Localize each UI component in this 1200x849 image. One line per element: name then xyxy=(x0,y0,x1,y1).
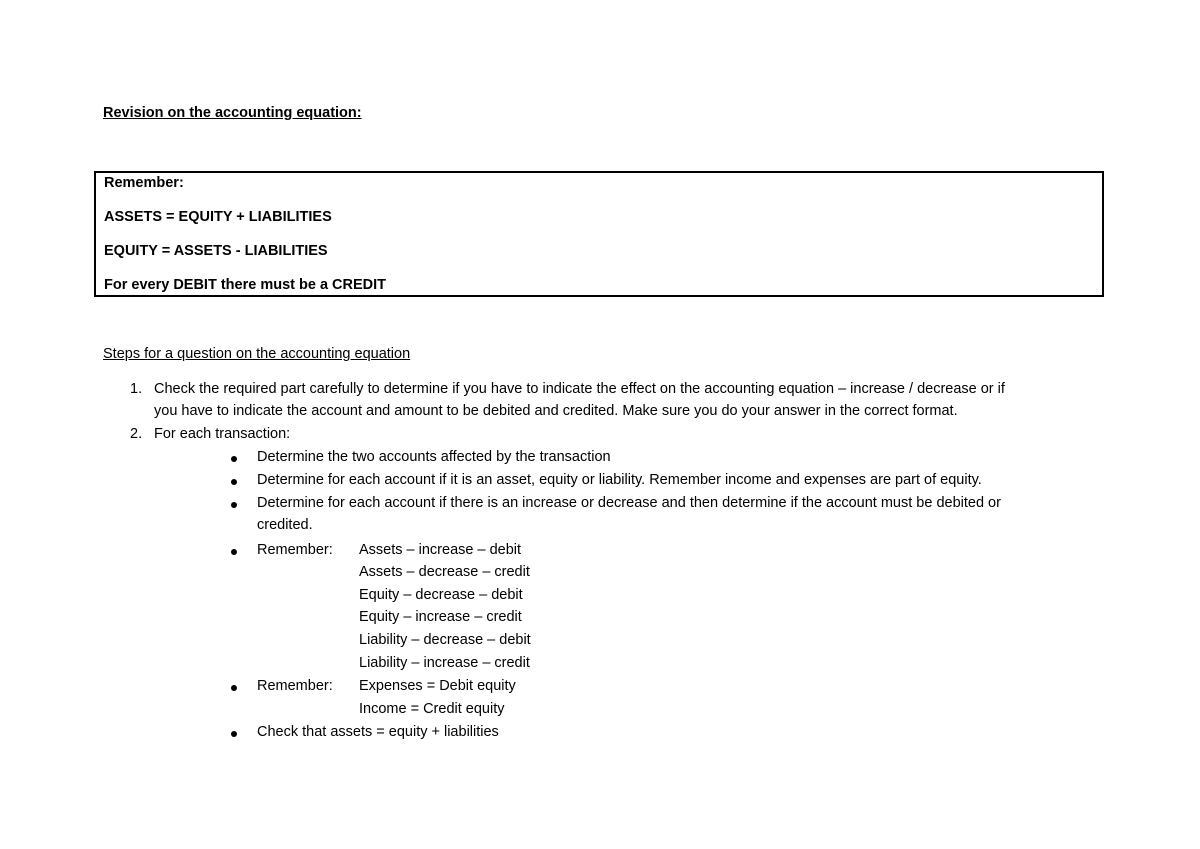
bullet-1-text: Determine the two accounts affected by the transaction xyxy=(257,449,611,465)
rule-expenses: Expenses = Debit equity xyxy=(359,678,516,694)
remember-line-assets: ASSETS = EQUITY + LIABILITIES xyxy=(104,209,332,225)
rule-liability-decrease: Liability – decrease – debit xyxy=(359,632,531,648)
bullet-5-label: Remember: xyxy=(257,678,333,694)
bullet-3-text-line1: Determine for each account if there is an increase or decrease and then determine if the account must be debited or xyxy=(257,495,1001,511)
bullet-dot xyxy=(231,479,237,485)
remember-line-debit-credit: For every DEBIT there must be a CREDIT xyxy=(104,277,387,293)
rule-income: Income = Credit equity xyxy=(359,701,505,717)
step-2-text: For each transaction: xyxy=(154,426,291,442)
step-1-number: 1. xyxy=(130,381,143,397)
bullet-dot xyxy=(231,549,237,555)
bullet-dot xyxy=(231,502,237,508)
bullet-dot xyxy=(231,685,237,691)
step-1-text-line2: you have to indicate the account and amount to be debited and credited. Make sure you do your answer in the correct format. xyxy=(154,403,958,419)
bullet-3-text-line2: credited. xyxy=(257,517,313,533)
bullet-4-label: Remember: xyxy=(257,542,333,558)
remember-heading: Remember: xyxy=(104,175,184,191)
rule-equity-increase: Equity – increase – credit xyxy=(359,609,522,625)
page-title: Revision on the accounting equation: xyxy=(103,105,362,121)
remember-line-equity: EQUITY = ASSETS - LIABILITIES xyxy=(104,243,328,259)
bullet-6-text: Check that assets = equity + liabilities xyxy=(257,724,499,740)
remember-box xyxy=(94,171,1104,297)
rule-liability-increase: Liability – increase – credit xyxy=(359,655,530,671)
bullet-2-text: Determine for each account if it is an asset, equity or liability. Remember income and expenses are part of equity. xyxy=(257,472,982,488)
bullet-dot xyxy=(231,456,237,462)
step-2-number: 2. xyxy=(130,426,143,442)
steps-heading: Steps for a question on the accounting equation xyxy=(103,346,411,362)
rule-equity-decrease: Equity – decrease – debit xyxy=(359,587,523,603)
rule-assets-decrease: Assets – decrease – credit xyxy=(359,564,530,580)
step-1-text-line1: Check the required part carefully to determine if you have to indicate the effect on the accounting equation – increase / decrease or if xyxy=(154,381,1005,397)
rule-assets-increase: Assets – increase – debit xyxy=(359,542,522,558)
bullet-dot xyxy=(231,731,237,737)
